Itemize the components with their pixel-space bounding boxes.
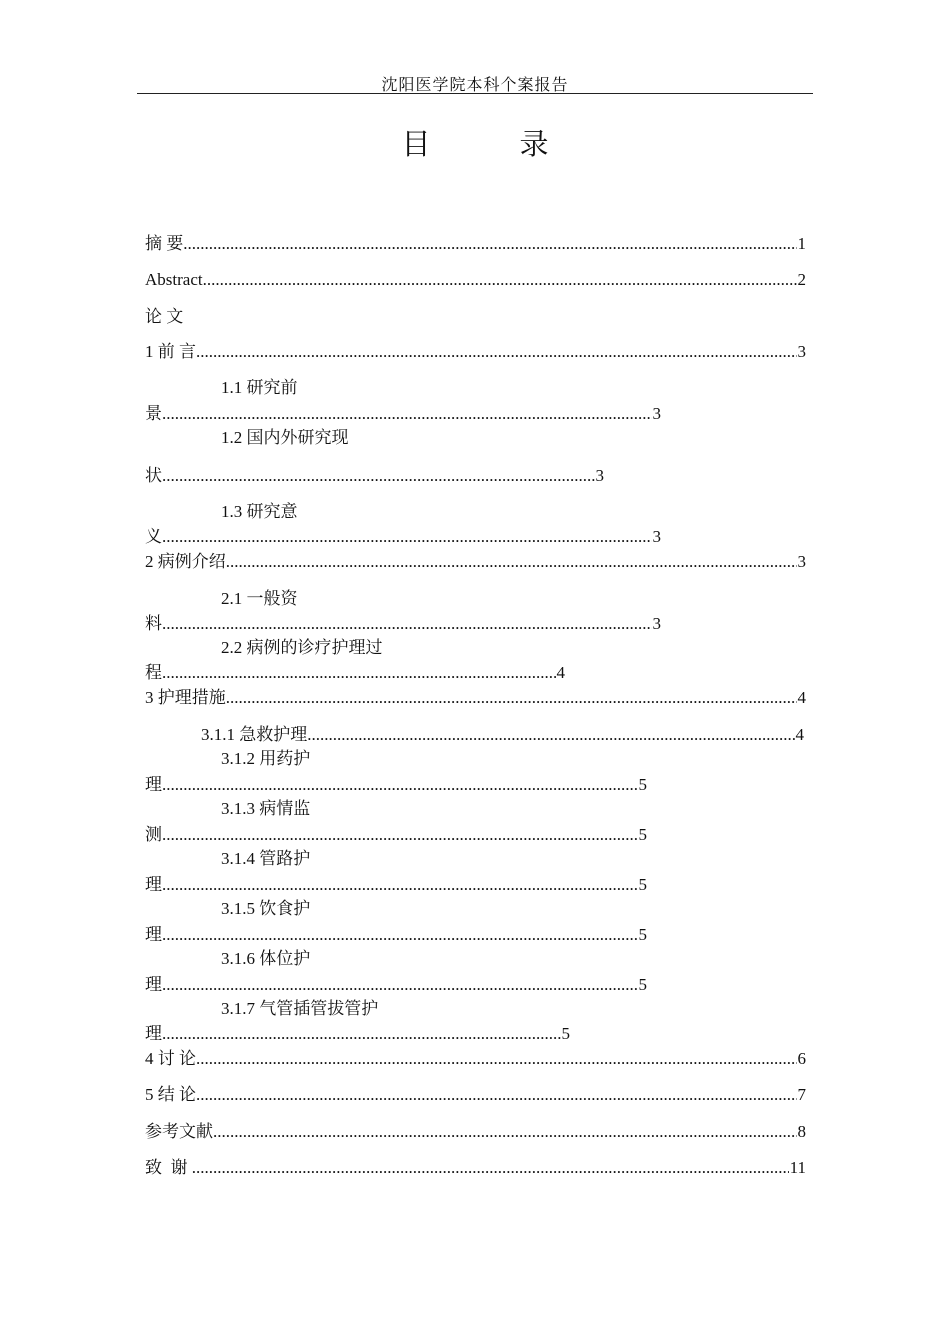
toc-entry-3-1-6-title[interactable]: 3.1.6 体位护 (221, 949, 311, 968)
toc-label-tail: 义 (145, 527, 162, 546)
toc-page-number: 3 (652, 404, 661, 423)
toc-entry-3-1-2[interactable] (145, 775, 647, 795)
toc-label-tail: 理 (145, 925, 162, 944)
toc-leader-dots (196, 1049, 797, 1069)
toc-entry-2-1[interactable] (145, 614, 661, 634)
toc-leader-dots (162, 614, 652, 634)
toc-page-number: 3 (652, 614, 661, 633)
toc-entry-3-1-7-title[interactable]: 3.1.7 气管插管拔管护 (221, 999, 379, 1018)
toc-entry-chapter-1[interactable] (145, 342, 806, 362)
toc-label-tail: 程 (145, 663, 162, 682)
toc-entry-3-1-3-title[interactable]: 3.1.3 病情监 (221, 799, 311, 818)
toc-entry-3-1-2-title[interactable]: 3.1.2 用药护 (221, 749, 311, 768)
toc-entry-1-2[interactable] (145, 466, 604, 486)
toc-entry-1-2-title[interactable]: 1.2 国内外研究现 (221, 428, 349, 447)
toc-page-number: 3 (652, 527, 661, 546)
toc-leader-dots (217, 1122, 796, 1142)
toc-label: 4 讨 论 (145, 1049, 196, 1068)
toc-label-tail: 理 (145, 875, 162, 894)
toc-page-number: 5 (638, 975, 647, 994)
toc-page-number: 3 (797, 342, 806, 361)
toc-leader-dots (226, 688, 797, 708)
page-title: 目 录 (401, 127, 579, 161)
toc-label: 5 结 论 (145, 1085, 196, 1104)
toc-label: Abstract (145, 270, 203, 289)
toc-page-number: 5 (638, 825, 647, 844)
toc-page-number: 6 (797, 1049, 806, 1068)
toc-leader-dots (162, 466, 595, 486)
toc-leader-dots (162, 825, 638, 845)
toc-label-tail: 料 (145, 614, 162, 633)
toc-label-tail: 理 (145, 975, 162, 994)
toc-label: 2 病例介绍 (145, 552, 226, 571)
toc-entry-3-1-6[interactable] (145, 975, 647, 995)
page-header: 沈阳医学院本科个案报告 (381, 77, 569, 94)
toc-page-number: 5 (638, 875, 647, 894)
toc-leader-dots (162, 527, 652, 547)
toc-entry-3-1-7[interactable] (145, 1024, 570, 1044)
toc-entry-3-1-5-title[interactable]: 3.1.5 饮食护 (221, 899, 311, 918)
toc-label: 参考文献. (145, 1122, 218, 1141)
toc-leader-dots (192, 1158, 789, 1178)
toc-entry-abstract-cn[interactable] (145, 234, 806, 254)
toc-entry-2-1-title[interactable]: 2.1 一般资 (221, 589, 298, 608)
toc-page-number: 4 (797, 688, 806, 707)
toc-page-number: 11 (789, 1158, 806, 1177)
toc-page-number: 3 (595, 466, 604, 485)
toc-leader-dots (162, 775, 638, 795)
toc-label-tail: 理 (145, 1024, 162, 1043)
toc-leader-dots (203, 270, 797, 290)
header-divider (137, 93, 813, 94)
toc-label-tail: 状 (145, 466, 162, 485)
toc-page-number: 3 (797, 552, 806, 571)
toc-entry-references[interactable] (145, 1122, 806, 1142)
toc-entry-3-1-3[interactable] (145, 825, 647, 845)
toc-leader-dots (162, 663, 556, 683)
toc-entry-3-1-5[interactable] (145, 925, 647, 945)
toc-leader-dots (196, 342, 797, 362)
toc-entry-1-3[interactable] (145, 527, 661, 547)
toc-label: 致 谢 (145, 1158, 192, 1177)
toc-label: 摘 要 (145, 234, 184, 253)
toc-entry-1-3-title[interactable]: 1.3 研究意 (221, 502, 298, 521)
toc-page-number: 2 (797, 270, 806, 289)
toc-leader-dots (183, 234, 796, 254)
toc-page-number: 8 (797, 1122, 806, 1141)
toc-leader-dots (162, 1024, 561, 1044)
toc-entry-1-1-title[interactable]: 1.1 研究前 (221, 378, 298, 397)
toc-label: 1 前 言 (145, 342, 196, 361)
toc-leader-dots (226, 552, 797, 572)
toc-leader-dots (162, 975, 638, 995)
toc-label: 3 护理措施 (145, 688, 226, 707)
toc-leader-dots (162, 875, 638, 895)
toc-entry-acknowledgements[interactable] (145, 1158, 806, 1178)
toc-page-number: 5 (638, 925, 647, 944)
toc-entry-2-2-title[interactable]: 2.2 病例的诊疗护理过 (221, 638, 383, 657)
toc-entry-2-2[interactable] (145, 663, 565, 683)
toc-label-tail: 测 (145, 825, 162, 844)
toc-entry-abstract-en[interactable] (145, 270, 806, 290)
toc-entry-3-1-4[interactable] (145, 875, 647, 895)
toc-page-number: 1 (797, 234, 806, 253)
toc-entry-chapter-4[interactable] (145, 1049, 806, 1069)
toc-entry-3-1-4-title[interactable]: 3.1.4 管路护 (221, 849, 311, 868)
toc-page-number: 4 (795, 725, 804, 744)
toc-leader-dots (307, 725, 794, 745)
toc-label: 3.1.1 急救护理 (201, 725, 308, 744)
toc-page-number: 7 (797, 1085, 806, 1104)
toc-page-number: 5 (638, 775, 647, 794)
toc-entry-chapter-2[interactable] (145, 552, 806, 572)
toc-page-number: 5 (561, 1024, 570, 1043)
toc-leader-dots (162, 925, 638, 945)
toc-entry-chapter-5[interactable] (145, 1085, 806, 1105)
toc-page-number: 4 (556, 663, 565, 682)
toc-entry-chapter-3[interactable] (145, 688, 806, 708)
toc-label-tail: 理 (145, 775, 162, 794)
toc-entry-1-1[interactable] (145, 404, 661, 424)
toc-label-tail: 景 (145, 404, 162, 423)
toc-leader-dots (162, 404, 652, 424)
toc-leader-dots (196, 1085, 797, 1105)
toc-entry-thesis: 论 文 (145, 307, 184, 326)
toc-entry-3-1-1[interactable] (201, 725, 804, 745)
